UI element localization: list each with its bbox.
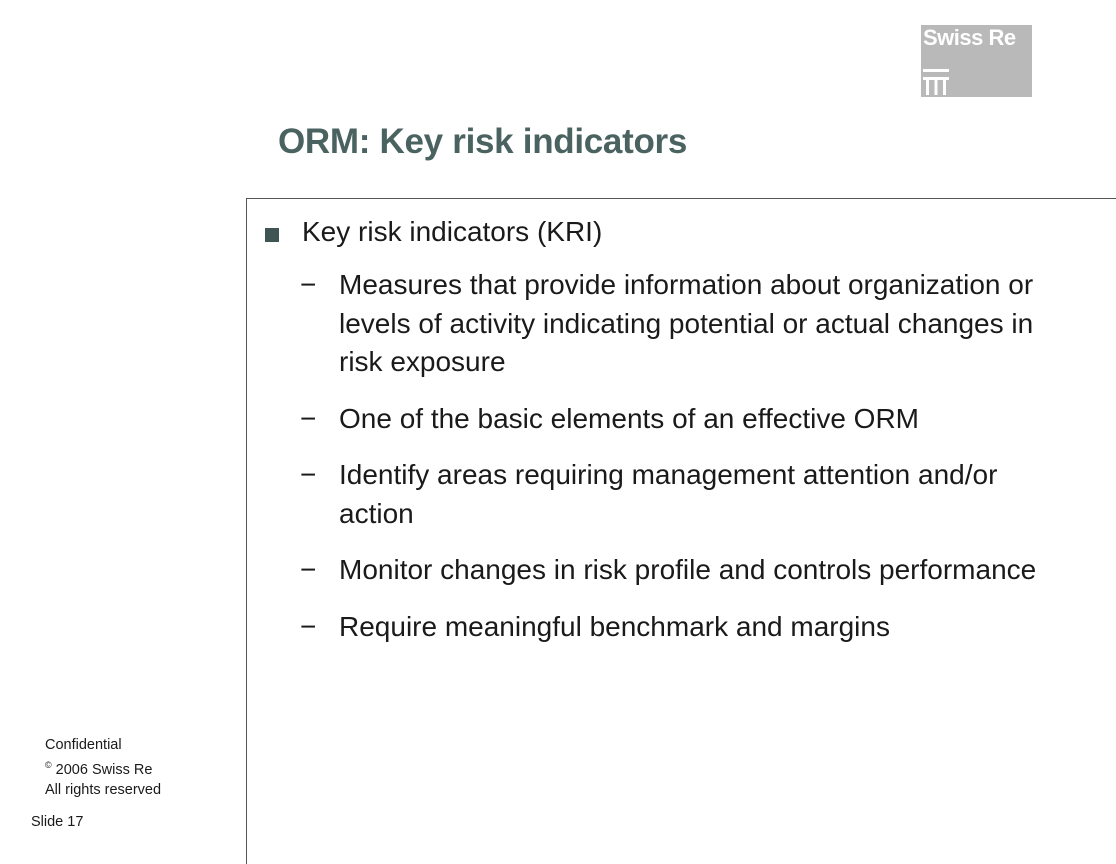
- copyright-text: 2006 Swiss Re: [55, 761, 153, 778]
- logo-text: Swiss Re: [923, 25, 1016, 50]
- slide-title: ORM: Key risk indicators: [278, 122, 688, 161]
- sub-bullet: [262, 400, 1042, 439]
- bullet-main-text: Key risk indicators (KRI): [302, 216, 603, 247]
- frame-left-divider: [246, 198, 247, 864]
- sub-bullet: [262, 266, 1042, 382]
- sub-bullet: [262, 551, 1042, 590]
- logo-mark-icon: [923, 69, 949, 95]
- confidential-label: Confidential: [45, 737, 122, 753]
- slide-number: Slide 17: [31, 814, 84, 830]
- square-bullet-icon: [265, 228, 279, 242]
- dash-bullet-icon: −: [300, 402, 317, 434]
- sub-bullet: [262, 456, 1042, 533]
- sub-bullet-text: Monitor changes in risk profile and controls performance: [339, 554, 1037, 585]
- dash-bullet-icon: −: [300, 610, 317, 642]
- rights-label: All rights reserved: [45, 781, 162, 798]
- swiss-re-logo: [921, 25, 1032, 97]
- slide-content: [262, 212, 1042, 664]
- dash-bullet-icon: −: [300, 269, 317, 300]
- frame-top-divider: [246, 198, 1116, 199]
- sub-bullet-text: Measures that provide information about organization or levels of activity indicating potential or actual changes in risk exposure: [339, 269, 1034, 377]
- dash-bullet-icon: −: [300, 459, 317, 490]
- copyright-symbol: ©: [45, 760, 52, 770]
- dash-bullet-icon: −: [300, 554, 317, 585]
- copyright-line: [45, 755, 161, 780]
- sub-bullet-text: Identify areas requiring management attention and/or action: [339, 459, 998, 529]
- sub-bullet-text: Require meaningful benchmark and margins: [339, 610, 890, 642]
- bullet-main: [262, 212, 1042, 252]
- sub-bullet-text: One of the basic elements of an effective ORM: [339, 402, 920, 434]
- sub-bullet: [262, 608, 1042, 647]
- footer-notice: [45, 735, 161, 800]
